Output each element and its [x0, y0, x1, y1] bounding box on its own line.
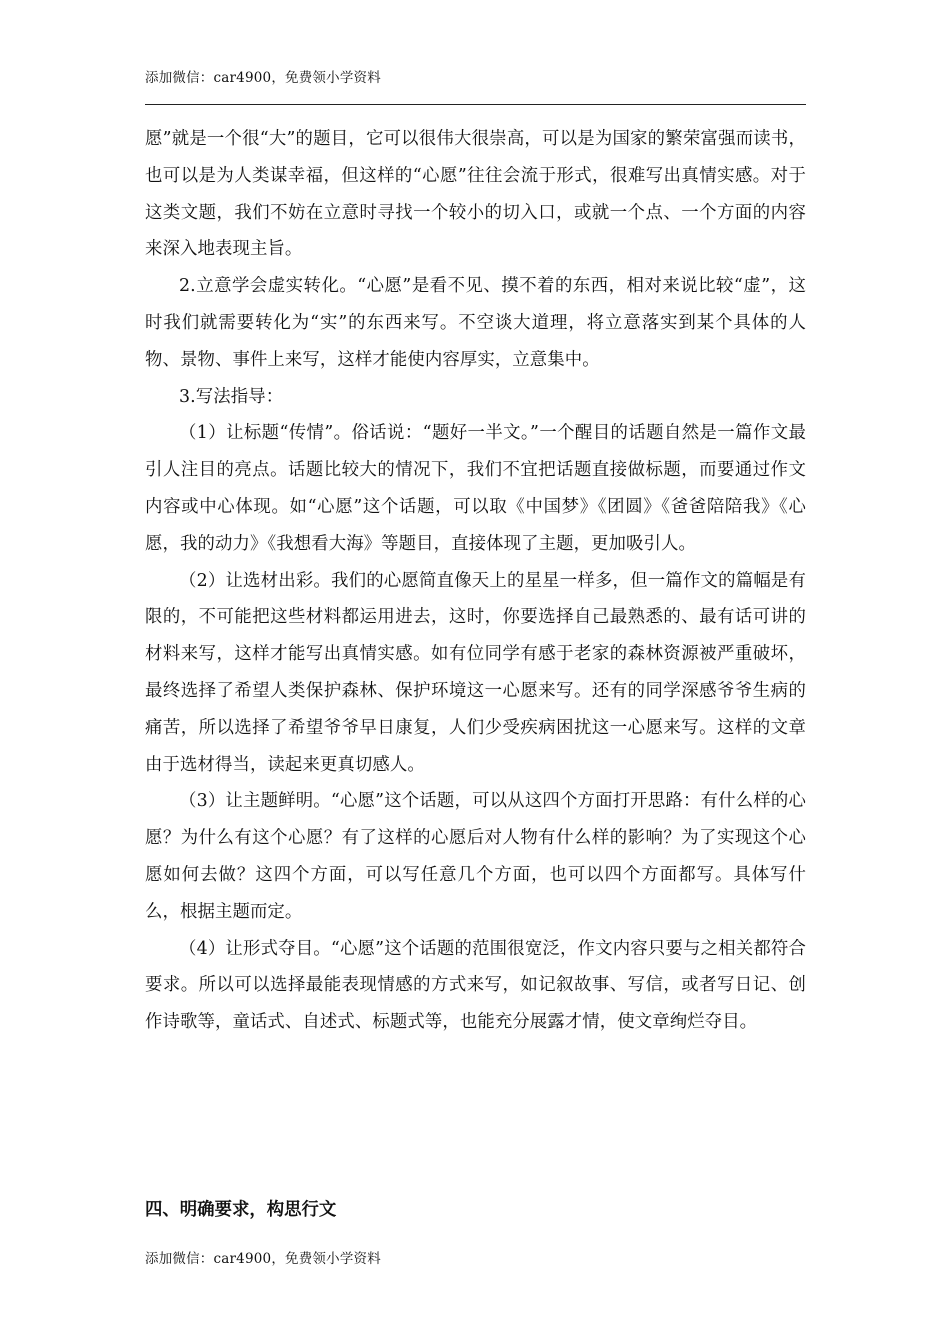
paragraph-tip-2: （2）让选材出彩。我们的心愿简直像天上的星星一样多，但一篇作文的篇幅是有限的，不可能把这些材料都运用进去，这时，你要选择自己最熟悉的、最有话可讲的材料来写，这样才能写出真情实感。如有位同学有感于老家的森林资源被严重破坏，最终选择了希望人类保护森林、保护环境这一心愿来写。还有的同学深感爷爷生病的痛苦，所以选择了希望爷爷早日康复，人们少受疾病困扰这一心愿来写。这样的文章由于选材得当，读起来更真切感人。 [145, 570, 806, 775]
header-divider [145, 104, 806, 105]
paragraph-tip-3: （3）让主题鲜明。“心愿”这个话题，可以从这四个方面打开思路：有什么样的心愿？为什么有这个心愿？有了这样的心愿后对人物有什么样的影响？为了实现这个心愿如何去做？这四个方面，可以写任意几个方面，也可以四个方面都写。具体写什么，根据主题而定。 [145, 791, 806, 922]
header-note: 添加微信：car4900，免费领小学资料 [145, 70, 381, 86]
section-heading: 四、明确要求，构思行文 [145, 1200, 337, 1220]
paragraph-continuation: 愿”就是一个很“大”的题目，它可以很伟大很崇高，可以是为国家的繁荣富强而读书，也可以是为人类谋幸福，但这样的“心愿”往往会流于形式，很难写出真情实感。对于这类文题，我们不妨在立意时寻找一个较小的切入口，或就一个点、一个方面的内容来深入地表现主旨。 [145, 129, 806, 260]
paragraph-point-2: 2.立意学会虚实转化。“心愿”是看不见、摸不着的东西，相对来说比较“虚”，这时我们就需要转化为“实”的东西来写。不空谈大道理，将立意落实到某个具体的人物、景物、事件上来写，这样才能使内容厚实，立意集中。 [145, 276, 806, 370]
paragraph-tip-1: （1）让标题“传情”。俗话说：“题好一半文。”一个醒目的话题自然是一篇作文最引人注目的亮点。话题比较大的情况下，我们不宜把话题直接做标题，而要通过作文内容或中心体现。如“心愿”这个话题，可以取《中国梦》《团圆》《爸爸陪陪我》《心愿，我的动力》《我想看大海》等题目，直接体现了主题，更加吸引人。 [145, 423, 806, 554]
footer-note: 添加微信：car4900，免费领小学资料 [145, 1251, 381, 1267]
paragraph-tip-4: （4）让形式夺目。“心愿”这个话题的范围很宽泛，作文内容只要与之相关都符合要求。所以可以选择最能表现情感的方式来写，如记叙故事、写信，或者写日记、创作诗歌等，童话式、自述式、标题式等，也能充分展露才情，使文章绚烂夺目。 [145, 938, 806, 1033]
paragraph-point-3-heading: 3.写法指导： [179, 386, 284, 407]
document-body [145, 121, 806, 1041]
